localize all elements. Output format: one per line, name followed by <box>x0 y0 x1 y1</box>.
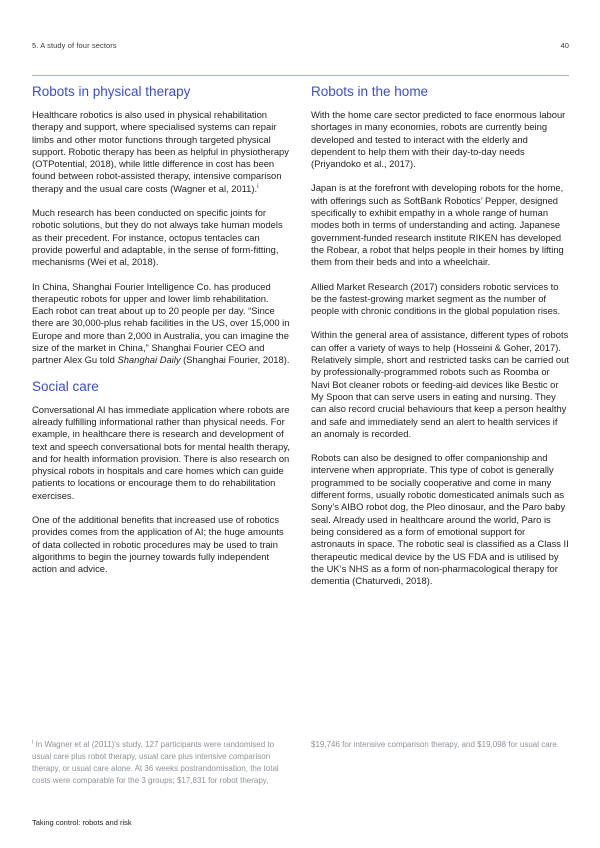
heading-robots-in-physical-therapy: Robots in physical therapy <box>32 84 191 99</box>
publication-name-italic: Shanghai Daily <box>117 354 181 366</box>
footnote-right-column <box>311 739 569 787</box>
left-column <box>32 84 290 599</box>
header-section-title: 5. A study of four sectors <box>32 41 117 50</box>
footnote-text-right: $19,746 for intensive comparison therapy, and $19,098 for usual care. <box>311 740 560 749</box>
heading-social-care: Social care <box>32 378 99 394</box>
footnote-reference-marker: i <box>257 182 259 190</box>
paragraph-home-3: Allied Market Research (2017) considers robotic services to be the fastest-growing market segment as the number of people with chronic conditions in the global population rises. <box>311 280 561 317</box>
paragraph-physical-therapy-3 <box>32 281 290 367</box>
paragraph-social-care-2: One of the additional benefits that increased use of robotics provides comes from the application of AI; the huge amounts of data collected in robotic procedures may be used to train algorithms to begin the journey towards fully independent action and advice. <box>32 514 284 575</box>
footnote-left-column <box>32 739 290 787</box>
paragraph-text: Healthcare robotics is also used in physical rehabilitation therapy and support, where specialised systems can repair limbs and other motor functions through targeted physical support. Robotic therapy has been as helpful in physiotherapy (OTPotential, 2018), while little difference in cost has been found between robot-assisted therapy, intensive comparison therapy and the usual care costs (Wagner et al, 2011). <box>32 109 289 194</box>
body-columns <box>32 84 569 599</box>
paragraph-home-2: Japan is at the forefront with developing robots for the home, with offerings such as SoftBank Robotics’ Pepper, designed specifically to exhibit empathy in a whole range of human modes both in terms of understanding and acting. Japanese government-funded research institute RIKEN has developed the Robear, a robot that helps people in their homes by lifting them from their beds and into a wheelchair. <box>311 182 564 268</box>
right-column <box>311 84 569 599</box>
footnote-marker: i <box>32 739 34 746</box>
paragraph-physical-therapy-2: Much research has been conducted on specific joints for robotic solutions, but they do not always take human models as their precedent. For instance, octopus tentacles can provide powerful and adaptable, in the sense of form-fitting, mechanisms (Wei et al, 2018). <box>32 207 283 268</box>
paragraph-text: In China, Shanghai Fourier Intelligence Co. has produced therapeutic robots for upper and lower limb rehabilitation. Each robot can treat about up to 20 people per day. “Since there are 30,000-plus rehab facilities in the US, over 15,000 in Europe and more than 2,000 in Australia, you can imagine the size of the market in China,” Shanghai Fourier CEO and partner Alex Gu told <box>32 280 290 366</box>
header-rule <box>32 75 569 76</box>
heading-robots-in-the-home: Robots in the home <box>311 84 429 99</box>
footnotes-area <box>32 739 569 787</box>
page-header <box>32 41 569 50</box>
paragraph-home-5: Robots can also be designed to offer companionship and intervene when appropriate. This type of cobot is generally programmed to be socially cooperative and come in many different forms, usually robotic domesticated animals such as Sony’s AIBO robot dog, the Pleo dinosaur, and the Paro baby seal. Already used in healthcare around the world, Paro is being considered as a form of emotional support for astronauts in space. The robotic seal is classified as a Class II therapeutic medical device by the US FDA and is utilised by the UK’s NHS as a form of non-pharmacological therapy for dementia (Chaturvedi, 2018). <box>311 452 569 587</box>
paragraph-social-care-1: Conversational AI has immediate application where robots are already fulfilling informational rather than physical needs. For example, in healthcare there is research and development of text and speech conversational bots for mental health therapy, and for health information provision. There is also research on physical robots in hospitals and care homes which can guide patients to locations or encourage them to do rehabilitation exercises. <box>32 403 290 501</box>
page-footer: Taking control: robots and risk <box>32 818 132 827</box>
paragraph-home-1: With the home care sector predicted to face enormous labour shortages in many economies, robots are currently being developed and tested to interact with the elderly and dependent to help them with their day-to-day needs (Priyandoko et al., 2017). <box>311 109 566 170</box>
paragraph-home-4: Within the general area of assistance, different types of robots can offer a variety of ways to help (Hosseini & Goher, 2017). Relatively simple, short and restricted tasks can be carried out by professionally-programmed robots such as Roomba or Navi Bot cleaner robots or feeding-aid devices like Bestic or My Spoon that can serve users in eating and nursing. They can also record crucial behaviours that keep a person healthy and safe and immediately send an alert to health services if an anomaly is recorded. <box>311 329 569 439</box>
paragraph-text: (Shanghai Fourier, 2018). <box>180 354 290 366</box>
page-number: 40 <box>560 41 569 50</box>
footnote-text-left: In Wagner et al (2011)’s study, 127 participants were randomised to usual care plus robot therapy, usual care plus intensive comparison therapy, or usual care alone. At 36 weeks postrandomisation, the total costs were comparable for the 3 groups; $17,831 for robot therapy, <box>32 740 279 785</box>
paragraph-physical-therapy-1 <box>32 109 290 195</box>
